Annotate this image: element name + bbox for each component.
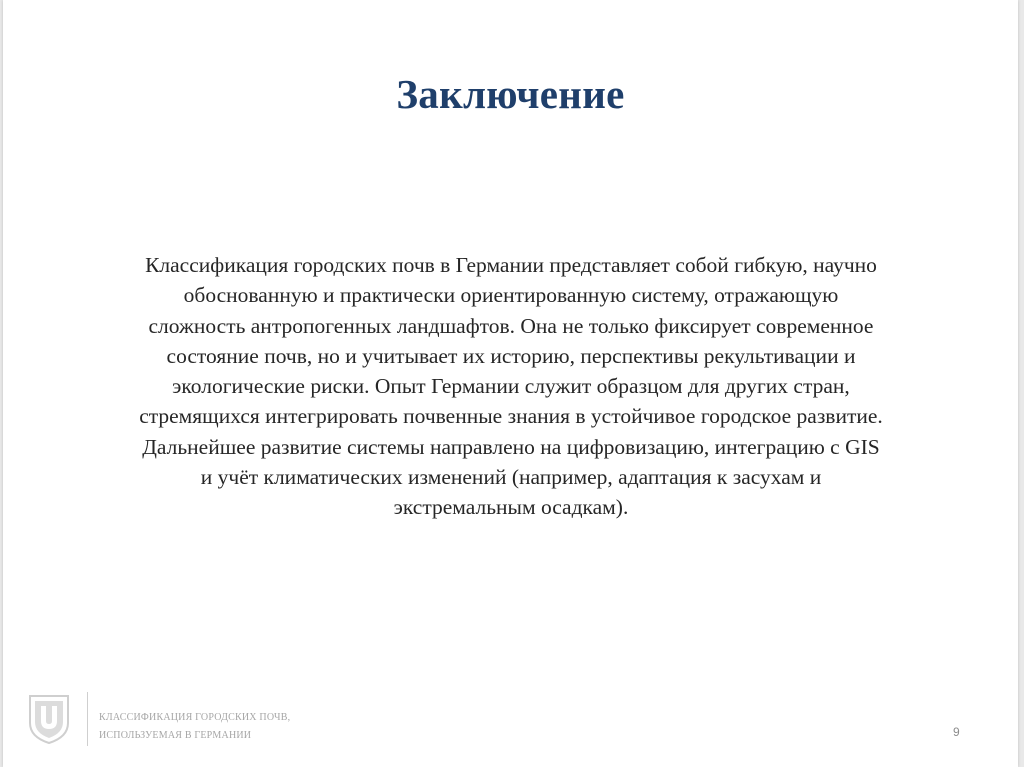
paragraph-line: стремящихся интегрировать почвенные знания в устойчивое городское развитие. [139,404,883,429]
footer-caption-line: ИСПОЛЬЗУЕМАЯ В ГЕРМАНИИ [99,730,252,741]
paragraph-line: Классификация городских почв в Германии представляет собой гибкую, научно [145,253,877,277]
slide-title: Заключение [396,71,625,117]
slide [3,0,1018,767]
page-number: 9 [953,725,960,739]
footer-caption [99,709,290,745]
paragraph-line: экологические риски. Опыт Германии служит образцом для других стран, [172,374,850,399]
paragraph-line: состояние почв, но и учитывает их историю, перспективы рекультивации и [166,343,856,368]
paragraph-line: и учёт климатических изменений (например, адаптация к засухам и [200,465,822,490]
university-shield-logo-icon [27,693,71,745]
paragraph-line: Дальнейшее развитие системы направлено на цифровизацию, интеграцию с GIS [142,434,880,459]
conclusion-paragraph [61,250,961,523]
paragraph-line: сложность антропогенных ландшафтов. Она не только фиксирует современное [148,313,874,338]
footer-caption-line: КЛАССИФИКАЦИЯ ГОРОДСКИХ ПОЧВ, [99,712,291,723]
footer-divider [87,692,88,746]
paragraph-line: экстремальным осадкам). [393,495,629,520]
paragraph-line: обоснованную и практически ориентированную систему, отражающую [183,283,839,308]
